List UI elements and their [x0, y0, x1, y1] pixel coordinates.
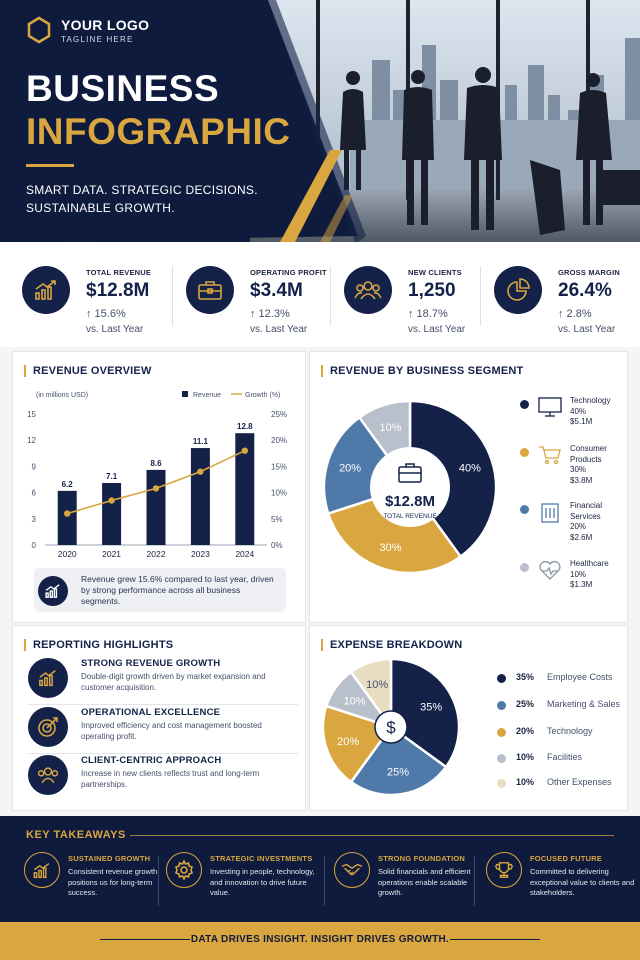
takeaway-item — [166, 852, 326, 912]
revenue-insight-note — [34, 568, 286, 612]
growth-point — [242, 447, 248, 453]
bar-value-label: 11.1 — [192, 437, 208, 447]
expense-pct: 10% — [516, 777, 535, 787]
highlight-text: Double-digit growth driven by market expansion and customer acquisition. — [81, 672, 266, 692]
takeaway-title: STRATEGIC INVESTMENTS — [210, 854, 313, 863]
kpi-value: $3.4M — [250, 280, 303, 301]
takeaways-title: KEY TAKEAWAYS — [26, 829, 126, 841]
takeaway-text: Solid financials and efficient operations enable scalable growth. — [378, 867, 471, 897]
y-tick-label: 0 — [31, 541, 36, 550]
highlight-title: STRONG REVENUE GROWTH — [81, 658, 221, 669]
hero-title-line1: BUSINESS — [26, 68, 220, 109]
segment-name: Technology — [570, 396, 611, 405]
highlights-title: REPORTING HIGHLIGHTS — [24, 639, 173, 651]
kpi-divider — [172, 266, 173, 326]
logo-name: YOUR LOGO — [61, 16, 150, 33]
takeaway-title: SUSTAINED GROWTH — [68, 854, 151, 863]
briefcase-icon — [186, 266, 234, 314]
key-takeaways-section — [0, 816, 640, 922]
donut-center-label: TOTAL REVENUE — [383, 513, 437, 520]
highlight-text: Increase in new clients reflects trust and long-term partnerships. — [81, 769, 260, 789]
revenue-insight-text: Revenue grew 15.6% compared to last year, driven by strong performance across all business segments. — [81, 574, 274, 606]
segment-name: Healthcare — [570, 559, 609, 568]
dollar-sign-glyph: $ — [386, 718, 396, 737]
legend-swatch — [520, 448, 529, 457]
bar-value-label: 8.6 — [150, 458, 162, 468]
growth-chart-icon — [28, 658, 68, 698]
segment-donut-chart — [320, 396, 504, 580]
takeaway-divider — [158, 856, 159, 906]
slice-label: 10% — [366, 679, 389, 692]
slice-label: 40% — [458, 462, 481, 475]
hero-title-line2: INFOGRAPHIC — [26, 111, 291, 152]
expense-name: Facilities — [547, 752, 583, 762]
y-tick-label: 3 — [31, 514, 36, 524]
segment-pct: 30% — [570, 465, 587, 474]
users-icon — [344, 266, 392, 314]
segment-item-financial-services — [520, 501, 630, 551]
takeaway-text: Investing in people, technology, and innovation to drive future value. — [210, 867, 315, 897]
y2-tick-label: 25% — [271, 410, 288, 419]
legend-swatch — [520, 400, 529, 409]
divider — [28, 753, 298, 754]
highlight-item — [28, 707, 298, 751]
slice-label: 35% — [420, 701, 443, 714]
expense-pct: 20% — [516, 726, 535, 736]
growth-chart-icon — [22, 266, 70, 314]
highlight-text: Improved efficiency and cost management boosted operating profit. — [81, 721, 262, 741]
kpi-change: ↑ 15.6% — [86, 308, 126, 320]
users-icon — [28, 755, 68, 795]
cart-icon — [538, 444, 562, 466]
segment-pct: 40% — [570, 406, 587, 416]
expense-legend-item — [497, 699, 637, 713]
takeaway-divider — [474, 856, 475, 906]
y2-tick-label: 5% — [271, 514, 283, 524]
divider — [28, 704, 298, 705]
legend-swatch — [497, 754, 506, 763]
slice-label: 20% — [337, 735, 360, 748]
y2-tick-label: 0% — [271, 541, 283, 550]
legend-revenue-label: Revenue — [193, 392, 222, 399]
legend-swatch — [520, 563, 529, 572]
revenue-chart — [12, 380, 306, 565]
target-icon — [28, 707, 68, 747]
segment-item-technology — [520, 396, 630, 436]
legend-swatch — [497, 728, 506, 737]
kpi-value: 1,250 — [408, 280, 456, 301]
kpi-value: $12.8M — [86, 280, 150, 301]
kpi-label: NEW CLIENTS — [408, 268, 462, 277]
kpi-divider — [330, 266, 331, 326]
segment-item-healthcare — [520, 559, 630, 599]
y-tick-label: 15 — [27, 410, 36, 419]
y2-tick-label: 20% — [271, 436, 288, 446]
kpi-strip — [0, 242, 640, 347]
logo-tagline: TAGLINE HERE — [61, 34, 134, 44]
growth-point — [197, 468, 203, 474]
expense-pct: 25% — [516, 699, 535, 709]
chart-unit-note: (in millions USD) — [36, 392, 89, 399]
kpi-label: GROSS MARGIN — [558, 268, 620, 277]
bar-value-label: 6.2 — [61, 479, 73, 489]
segment-pct: 10% — [570, 569, 587, 579]
takeaway-title: FOCUSED FUTURE — [530, 854, 602, 863]
slice-label: 20% — [339, 462, 362, 475]
kpi-comparison: vs. Last Year — [250, 324, 308, 335]
trophy-icon — [486, 852, 522, 888]
logo — [26, 16, 149, 44]
expense-pct: 10% — [516, 752, 535, 762]
growth-point — [108, 497, 114, 503]
growth-chart-icon — [24, 852, 60, 888]
highlight-item — [28, 755, 298, 799]
kpi-label: OPERATING PROFIT — [250, 268, 327, 277]
pie-icon — [494, 266, 542, 314]
takeaway-title: STRONG FOUNDATION — [378, 854, 466, 863]
highlight-item — [28, 658, 298, 702]
kpi-comparison: vs. Last Year — [408, 324, 466, 335]
kpi-label: TOTAL REVENUE — [86, 268, 152, 277]
y-tick-label: 12 — [27, 436, 36, 446]
kpi-change: ↑ 12.3% — [250, 308, 290, 320]
kpi-value: 26.4% — [558, 280, 612, 301]
kpi-comparison: vs. Last Year — [558, 324, 616, 335]
hero-subtitle: SMART DATA. STRATEGIC DECISIONS. SUSTAINABLE GROWTH. — [26, 183, 258, 215]
segment-amount: $5.1M — [570, 417, 593, 426]
donut-center-value: $12.8M — [384, 493, 436, 510]
slice-label: 30% — [379, 541, 402, 554]
revenue-bar — [191, 448, 210, 545]
expense-legend-item — [497, 726, 637, 740]
revenue-bar — [147, 470, 166, 545]
kpi-comparison: vs. Last Year — [86, 324, 144, 335]
x-tick-label: 2022 — [146, 549, 166, 559]
bar-value-label: 12.8 — [237, 422, 253, 432]
y2-tick-label: 15% — [271, 462, 288, 472]
hero-banner — [0, 0, 640, 242]
y-tick-label: 9 — [31, 462, 36, 472]
takeaway-item — [334, 852, 494, 912]
bar-value-label: 7.1 — [106, 471, 118, 481]
kpi-gross-margin — [494, 264, 640, 339]
gear-icon — [166, 852, 202, 888]
y-tick-label: 6 — [31, 488, 36, 498]
takeaway-item — [486, 852, 640, 912]
monitor-icon — [538, 396, 562, 418]
segment-pct: 20% — [570, 522, 587, 531]
takeaway-text: Committed to delivering exceptional value to clients and stakeholders. — [530, 867, 635, 897]
expense-name: Other Expenses — [547, 777, 612, 787]
expense-legend-item — [497, 752, 637, 766]
footer-slogan: DATA DRIVES INSIGHT. INSIGHT DRIVES GROWTH. — [190, 934, 450, 945]
legend-swatch — [520, 505, 529, 514]
expense-legend-item — [497, 777, 637, 791]
expense-name: Employee Costs — [547, 672, 613, 682]
expense-name: Marketing & Sales — [547, 699, 621, 709]
expense-legend-item — [497, 672, 637, 686]
segment-item-consumer-products — [520, 444, 630, 494]
x-tick-label: 2024 — [235, 549, 255, 559]
slice-label: 25% — [387, 766, 410, 779]
segment-amount: $2.6M — [570, 532, 593, 542]
legend-revenue-swatch — [182, 391, 188, 397]
kpi-total-revenue — [22, 264, 172, 339]
expense-pct: 35% — [516, 672, 535, 682]
expense-name: Technology — [547, 726, 593, 736]
expense-pie-chart — [318, 654, 464, 800]
takeaway-divider — [324, 856, 325, 906]
growth-point — [153, 485, 159, 491]
takeaway-item — [24, 852, 184, 912]
legend-swatch — [497, 701, 506, 710]
x-tick-label: 2023 — [190, 549, 210, 559]
revenue-bar — [102, 483, 121, 545]
x-tick-label: 2020 — [57, 549, 77, 559]
segment-name: Consumer Products — [570, 444, 607, 464]
growth-chart-icon — [38, 576, 68, 606]
kpi-divider — [480, 266, 481, 326]
segment-amount: $1.3M — [570, 580, 593, 589]
hexagon-logo-icon — [26, 16, 52, 44]
kpi-operating-profit — [186, 264, 336, 339]
footer-rule-right — [450, 939, 540, 940]
segment-amount: $3.8M — [570, 475, 593, 485]
expense-title: EXPENSE BREAKDOWN — [321, 639, 462, 651]
building-icon — [538, 501, 562, 523]
slice-label: 10% — [343, 695, 366, 708]
takeaways-rule — [130, 835, 614, 836]
legend-swatch — [497, 779, 506, 788]
revenue-bar — [58, 491, 77, 545]
segment-name: Financial Services — [570, 501, 603, 521]
legend-growth-label: Growth (%) — [245, 392, 281, 399]
kpi-change: ↑ 2.8% — [558, 308, 592, 320]
kpi-change: ↑ 18.7% — [408, 308, 448, 320]
handshake-icon — [334, 852, 370, 888]
legend-swatch — [497, 674, 506, 683]
heart-pulse-icon — [538, 559, 562, 581]
kpi-new-clients — [344, 264, 494, 339]
highlight-title: CLIENT-CENTRIC APPROACH — [81, 755, 222, 766]
footer-banner — [0, 922, 640, 960]
x-tick-label: 2021 — [102, 549, 122, 559]
takeaway-text: Consistent revenue growth positions us for long-term success. — [68, 867, 158, 897]
segment-title: REVENUE BY BUSINESS SEGMENT — [321, 365, 523, 377]
hero-divider — [26, 164, 74, 167]
highlight-title: OPERATIONAL EXCELLENCE — [81, 707, 221, 718]
y2-tick-label: 10% — [271, 488, 288, 498]
slice-label: 10% — [379, 422, 402, 435]
growth-point — [64, 510, 70, 516]
revenue-overview-title: REVENUE OVERVIEW — [24, 365, 152, 377]
